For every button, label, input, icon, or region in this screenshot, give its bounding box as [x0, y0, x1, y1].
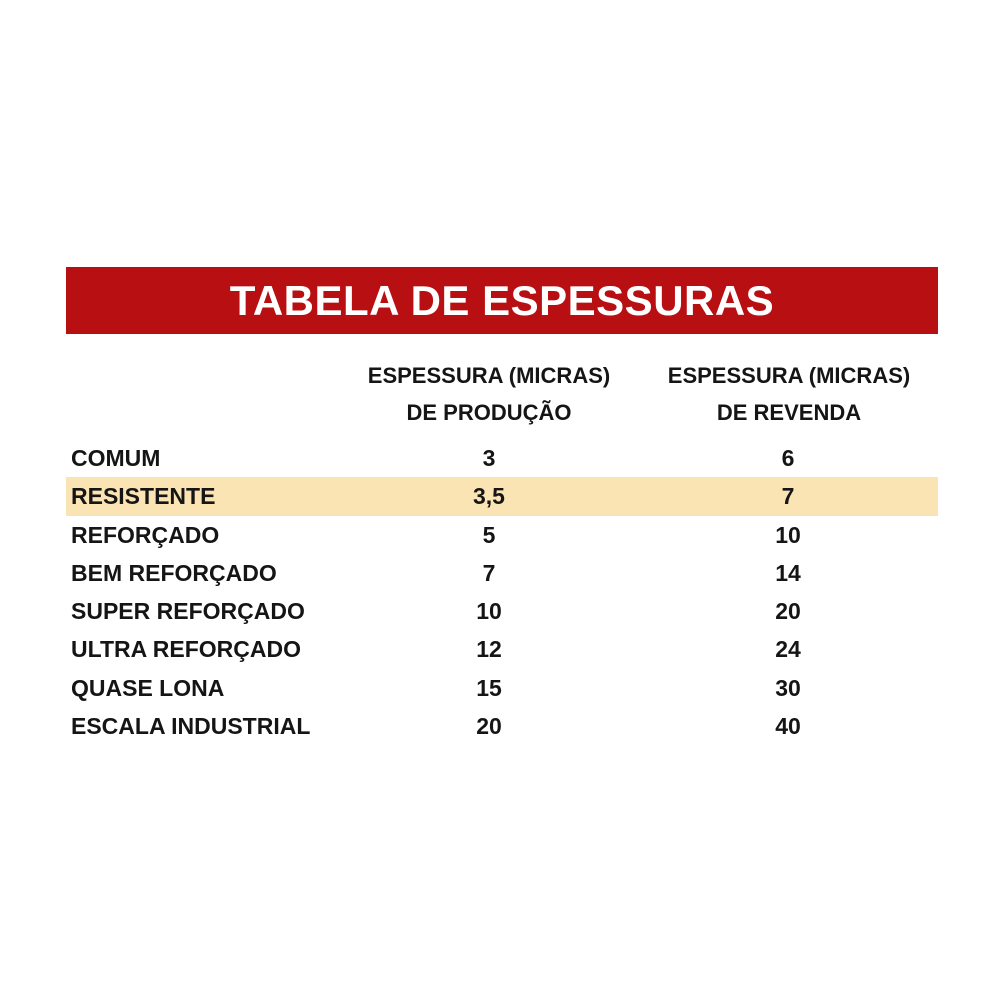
table-row [66, 516, 938, 554]
row-type-name: ULTRA REFORÇADO [71, 636, 301, 663]
row-production-value: 3 [482, 445, 496, 471]
row-resale-value: 30 [775, 674, 801, 701]
header-resale-line-1: ESPESSURA (MICRAS) [667, 363, 911, 388]
row-production-value: 10 [476, 598, 502, 625]
table-row [66, 707, 938, 745]
table-row [66, 554, 938, 592]
row-resale-value: 7 [781, 483, 795, 510]
row-type-name: COMUM [71, 445, 161, 471]
table-row [66, 477, 938, 515]
header-resale-thickness [639, 357, 939, 431]
row-resale-value: 10 [775, 521, 801, 548]
row-type-name: QUASE LONA [71, 674, 225, 701]
row-type-name: RESISTENTE [71, 483, 216, 510]
row-resale-value: 40 [775, 713, 801, 740]
header-resale-line-2: DE REVENDA [716, 400, 862, 425]
table-row [66, 669, 938, 707]
row-resale-value: 24 [775, 636, 801, 663]
row-production-value: 3,5 [473, 483, 505, 510]
header-production-line-2: DE PRODUÇÃO [406, 400, 572, 425]
header-production-line-1: ESPESSURA (MICRAS) [367, 363, 611, 388]
row-type-name: ESCALA INDUSTRIAL [71, 713, 311, 740]
header-production-thickness [339, 357, 639, 431]
title-banner [66, 267, 938, 334]
row-type-name: REFORÇADO [71, 521, 220, 548]
row-production-value: 12 [476, 636, 502, 663]
table-row [66, 439, 938, 477]
row-production-value: 5 [482, 521, 496, 548]
row-resale-value: 6 [781, 445, 795, 471]
thickness-table-body [66, 439, 938, 745]
row-production-value: 7 [482, 559, 496, 586]
row-production-value: 20 [476, 713, 502, 740]
table-title: TABELA DE ESPESSURAS [229, 276, 775, 324]
row-type-name: SUPER REFORÇADO [71, 598, 305, 625]
row-resale-value: 14 [775, 559, 801, 586]
table-row [66, 630, 938, 668]
row-production-value: 15 [476, 674, 502, 701]
table-row [66, 592, 938, 630]
row-resale-value: 20 [775, 598, 801, 625]
row-type-name: BEM REFORÇADO [71, 559, 277, 586]
